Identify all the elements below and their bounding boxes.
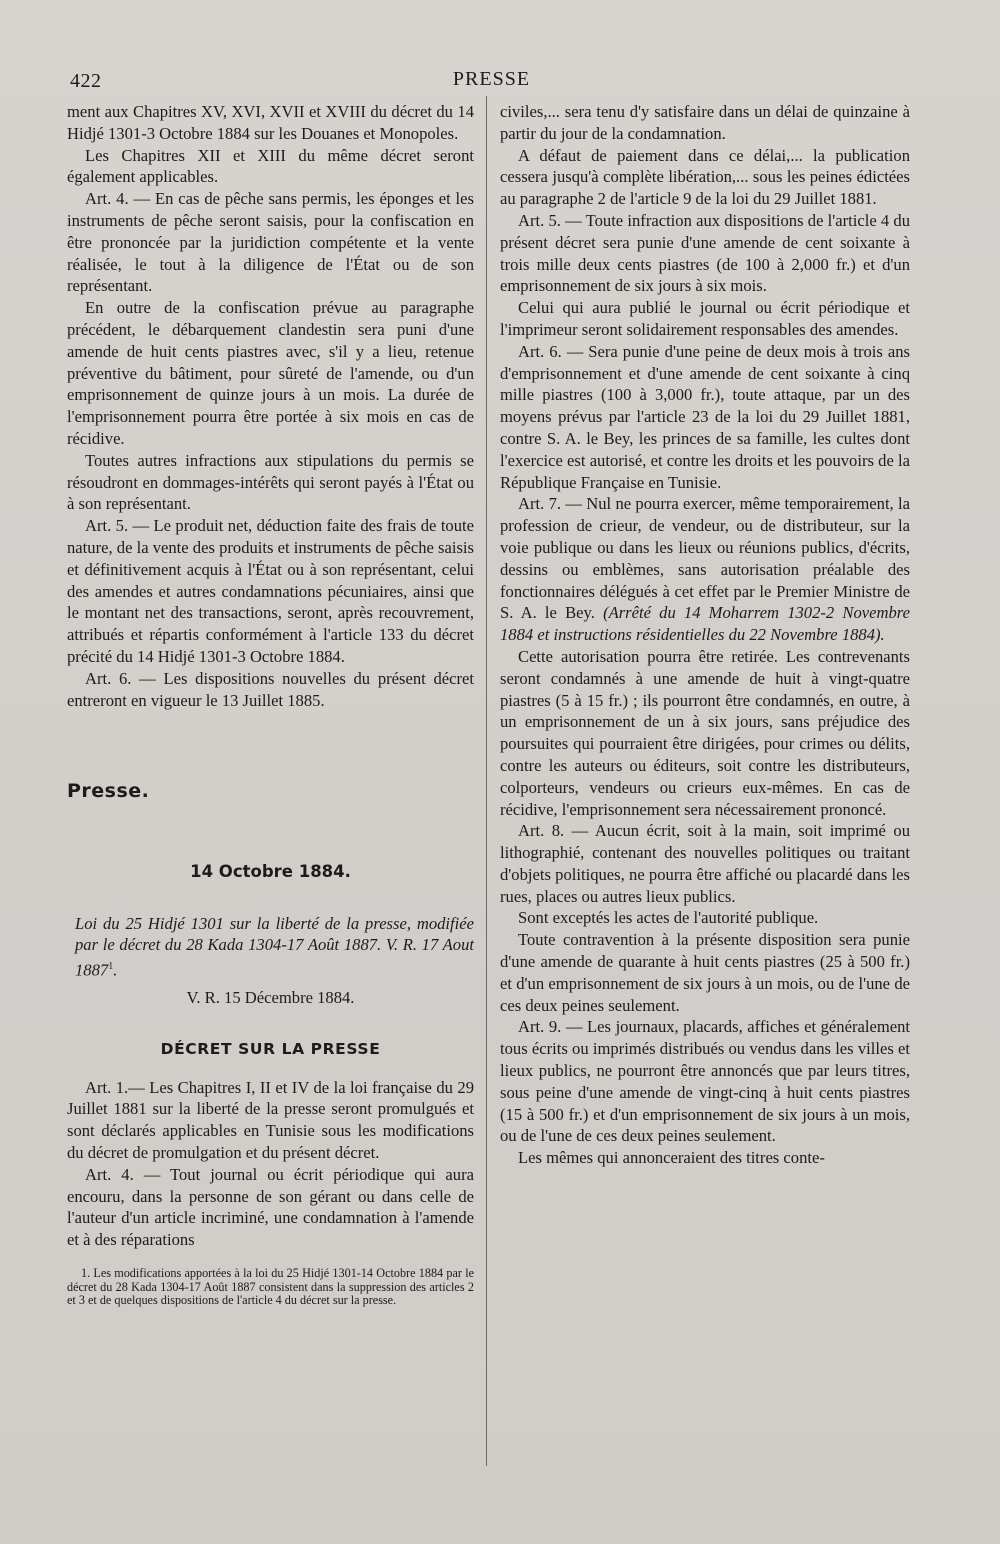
article-paragraph: Art. 5. — Toute infraction aux dispositions de l'article 4 du présent décret sera punie d'une amende de cent soixante à trois mille deux cents piastres (de 100 à 2,000 fr.) et d'un emprisonnement de six jours à six mois. — [500, 210, 910, 296]
footnote: 1. Les modifications apportées à la loi du 25 Hidjé 1301-14 Octobre 1884 par le décret du 28 Kada 1304-17 Août 1887 consistent dans la suppression des articles 2 et 3 et de quelques dispositions de l'article 4 du décret sur la presse. — [67, 1265, 474, 1308]
article-paragraph: Art. 6. — Sera punie d'une peine de deux mois à trois ans d'emprisonnement et d'une amende de cent soixante à cinq mille piastres (100 à 3,000 fr.), toute attaque, par un des moyens prévus par l'article 23 de la loi du 29 Juillet 1881, contre S. A. le Bey, les princes de sa famille, les cultes dont l'exercice est autorisé, et contre les droits et les pouvoirs de la République Française en Tunisie. — [500, 341, 910, 492]
law-title — [67, 913, 474, 981]
article-text: Art. 7. — Nul ne pourra exercer, même temporairement, la profession de crieur, de vendeur, ou de distributeur, sur la voie publique ou dans les lieux ou réunions publics, d'écrits, dessins ou emblèmes, sans autorisation préalable des fonctionnaires délégués à cet effet par le Premier Ministre de S. A. le Bey. — [500, 494, 910, 623]
paragraph: A défaut de paiement dans ce délai,... la publication cessera jusqu'à complète libération,... sous les peines édictées au paragraphe 2 de l'article 9 de la loi du 29 Juillet 1881. — [500, 145, 910, 209]
article-paragraph: Art. 5. — Le produit net, déduction faite des frais de toute nature, de la vente des produits et instruments de pêche saisis et définitivement acquis à l'État ou à son représentant, celui des amendes et autres condamnations pécuniaires, ainsi que le montant net des transactions, seront, après recouvrement, attribués et répartis conformément à l'article 133 du décret précité du 14 Hidjé 1301-3 Octobre 1884. — [67, 516, 474, 666]
paragraph: Toute contravention à la présente disposition sera punie d'une amende de quarante à huit cents piastres (25 à 500 fr.) et d'un emprisonnement de six jours à un mois, ou de l'une de ces deux peines seulement. — [500, 930, 910, 1015]
page-number: 422 — [70, 70, 102, 92]
publication-date: V. R. 15 Décembre 1884. — [186, 987, 355, 1007]
paragraph: Sont exceptés les actes de l'autorité publique. — [518, 908, 819, 928]
date-heading: 14 Octobre 1884. — [190, 862, 351, 882]
paragraph: Cette autorisation pourra être retirée. Les contrevenants seront condamnés à une amende de huit à vingt-quatre piastres (5 à 15 fr.) ; ils pourront être condamnés, en outre, à un emprisonnement de un à six jours, sans préjudice des poursuites qui pourraient être dirigées, pour crimes ou délits, contre les auteurs ou éditeurs, soit contre les distributeurs, colporteurs, vendeurs ou crieurs eux-mêmes. En cas de récidive, l'emprisonnement sera nécessairement prononcé. — [500, 646, 910, 819]
law-title-end: . — [113, 960, 118, 980]
left-column — [67, 101, 474, 1308]
paragraph: Toutes autres infractions aux stipulations du permis se résoudront en dommages-intérêts qui seront payés à l'État ou à son représentant. — [67, 450, 474, 514]
decree-title: DÉCRET SUR LA PRESSE — [160, 1039, 381, 1058]
paragraph: Celui qui aura publié le journal ou écrit périodique et l'imprimeur seront solidairement responsables des amendes. — [500, 298, 910, 339]
legal-reference: (Arrêté du 14 Moharrem 1302-2 Novembre 1884 et instructions résidentielles du 22 Novembre 1884). — [500, 603, 910, 645]
paragraph: ment aux Chapitres XV, XVI, XVII et XVIII du décret du 14 Hidjé 1301-3 Octobre 1884 sur les Douanes et Monopoles. — [67, 102, 474, 143]
article-paragraph: Art. 1.— Les Chapitres I, II et IV de la loi française du 29 Juillet 1881 sur la liberté de la presse seront promulgués et sont déclarés applicables en Tunisie sous les modifications du décret de promulgation et du présent décret. — [67, 1077, 474, 1162]
law-title-text: Loi du 25 Hidjé 1301 sur la liberté de la presse, modifiée par le décret du 28 Kada 1304-17 Août 1887. V. R. 17 Aout 1887 — [75, 913, 474, 980]
article-paragraph: Art. 9. — Les journaux, placards, affiches et généralement tous écrits ou imprimés distribués ou vendus dans les villes et lieux publics, ne pourront être annoncés que par leurs titres, sous peine d'une amende de vingt-cinq à huit cents piastres (15 à 500 fr.) et d'un emprisonnement de six jours à un mois, ou de l'une de ces deux peines seulement. — [500, 1017, 910, 1146]
footnote-mark: 1 — [108, 960, 114, 972]
running-title: PRESSE — [452, 68, 531, 90]
article-paragraph: Art. 6. — Les dispositions nouvelles du présent décret entreront en vigueur le 13 Juillet 1885. — [67, 668, 474, 710]
paragraph: civiles,... sera tenu d'y satisfaire dans un délai de quinzaine à partir du jour de la condamnation. — [500, 102, 910, 143]
article-paragraph: Art. 4. — En cas de pêche sans permis, les éponges et les instruments de pêche seront saisis, pour la confiscation en être prononcée par la juridiction compétente et la vente réalisée, le tout à la diligence de l'État ou de son représentant. — [67, 189, 474, 296]
article-paragraph: Art. 8. — Aucun écrit, soit à la main, soit imprimé ou lithographié, contenant des nouvelles politiques ou traitant d'objets politiques, ne pourra être affiché ou placardé dans les rues, places ou autres lieux publics. — [500, 821, 910, 906]
column-divider — [486, 96, 487, 1466]
section-title: Presse. — [67, 780, 150, 803]
paragraph: En outre de la confiscation prévue au paragraphe précédent, le débarquement clandestin sera puni d'une amende de huit cents piastres avec, s'il y a lieu, retenue préventive du bâtiment, pour sûreté de l'amende, ou d'un emprisonnement de quinze jours à un mois. La durée de l'emprisonnement pourra être portée à six mois en cas de récidive. — [67, 298, 474, 448]
paragraph: Les mêmes qui annonceraient des titres conte- — [518, 1148, 825, 1168]
article-paragraph — [500, 493, 910, 646]
paragraph: Les Chapitres XII et XIII du même décret seront également applicables. — [67, 145, 474, 187]
right-column — [500, 101, 910, 1169]
article-paragraph: Art. 4. — Tout journal ou écrit périodique qui aura encouru, dans la personne de son gérant ou dans celle de l'auteur d'un article incriminé, une condamnation à l'amende et à des réparations — [67, 1164, 474, 1250]
